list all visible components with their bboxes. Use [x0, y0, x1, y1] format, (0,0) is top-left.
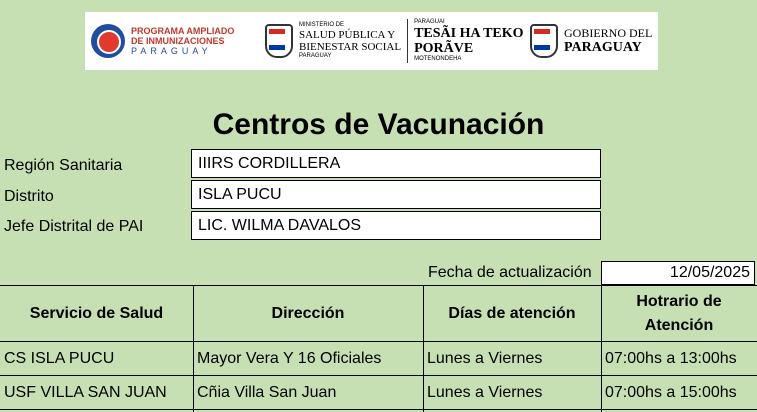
- cell-direccion: Mayor Vera Y 16 Oficiales: [197, 349, 382, 367]
- table-header-row: [0, 285, 757, 342]
- teko-sub: MOTENONDEHA: [414, 56, 462, 62]
- national-shield-icon: [265, 24, 293, 58]
- cell-servicio: USF VILLA SAN JUAN: [4, 383, 167, 401]
- fecha-label: Fecha de actualización: [428, 264, 592, 281]
- ministerio-line1: SALUD PÚBLICA Y: [299, 29, 396, 41]
- government-shield-icon: [530, 24, 558, 58]
- logo-banner: [85, 12, 658, 70]
- region-label: Región Sanitaria: [4, 157, 123, 174]
- teko-small: PARAGUAI: [414, 19, 445, 25]
- ministerio-small: MINISTERIO DE: [299, 22, 345, 28]
- header-servicio: Servicio de Salud: [29, 304, 164, 322]
- page-title: Centros de Vacunación: [212, 108, 545, 141]
- pai-logo-line3: PARAGUAY: [131, 46, 212, 56]
- cell-dias: Lunes a Viernes: [427, 349, 543, 367]
- logo-separator: [407, 19, 408, 63]
- cell-horario: 07:00hs a 15:00hs: [605, 383, 737, 401]
- gobierno-logo: [530, 18, 652, 64]
- pai-logo-line1: PROGRAMA AMPLIADO: [131, 26, 235, 36]
- column-divider: [193, 285, 194, 412]
- ministerio-line2: BIENESTAR SOCIAL: [299, 41, 402, 53]
- pai-emblem-icon: [91, 24, 125, 58]
- header-dias: Días de atención: [448, 304, 576, 322]
- gobierno-line2: PARAGUAY: [564, 40, 642, 55]
- jefe-value[interactable]: LIC. WILMA DAVALOS: [191, 211, 601, 240]
- cell-servicio: CS ISLA PUCU: [4, 349, 115, 367]
- region-value[interactable]: IIIRS CORDILLERA: [191, 149, 601, 178]
- pai-logo-line2: DE INMUNIZACIONES: [131, 36, 225, 46]
- gobierno-line1: GOBIERNO DEL: [564, 26, 653, 40]
- header-direccion: Dirección: [271, 304, 345, 322]
- column-divider: [423, 285, 424, 412]
- table-row: [0, 376, 757, 410]
- teko-line1: TESÃI HA TEKO: [414, 26, 524, 41]
- ministerio-country: PARAGUAY: [299, 53, 332, 59]
- pai-logo: [91, 18, 234, 64]
- fecha-value[interactable]: 12/05/2025: [601, 261, 755, 285]
- teko-line2: PORÃVE: [414, 41, 474, 56]
- table-row: [0, 342, 757, 376]
- jefe-label: Jefe Distrital de PAI: [4, 218, 144, 235]
- header-horario: Hotrario de Atención: [636, 292, 722, 334]
- distrito-label: Distrito: [4, 188, 54, 205]
- distrito-value[interactable]: ISLA PUCU: [191, 180, 601, 209]
- ministerio-logo: [265, 18, 524, 64]
- column-divider: [601, 285, 602, 412]
- cell-direccion: Cñia Villa San Juan: [197, 383, 337, 401]
- cell-dias: Lunes a Viernes: [427, 383, 543, 401]
- cell-horario: 07:00hs a 13:00hs: [605, 349, 737, 367]
